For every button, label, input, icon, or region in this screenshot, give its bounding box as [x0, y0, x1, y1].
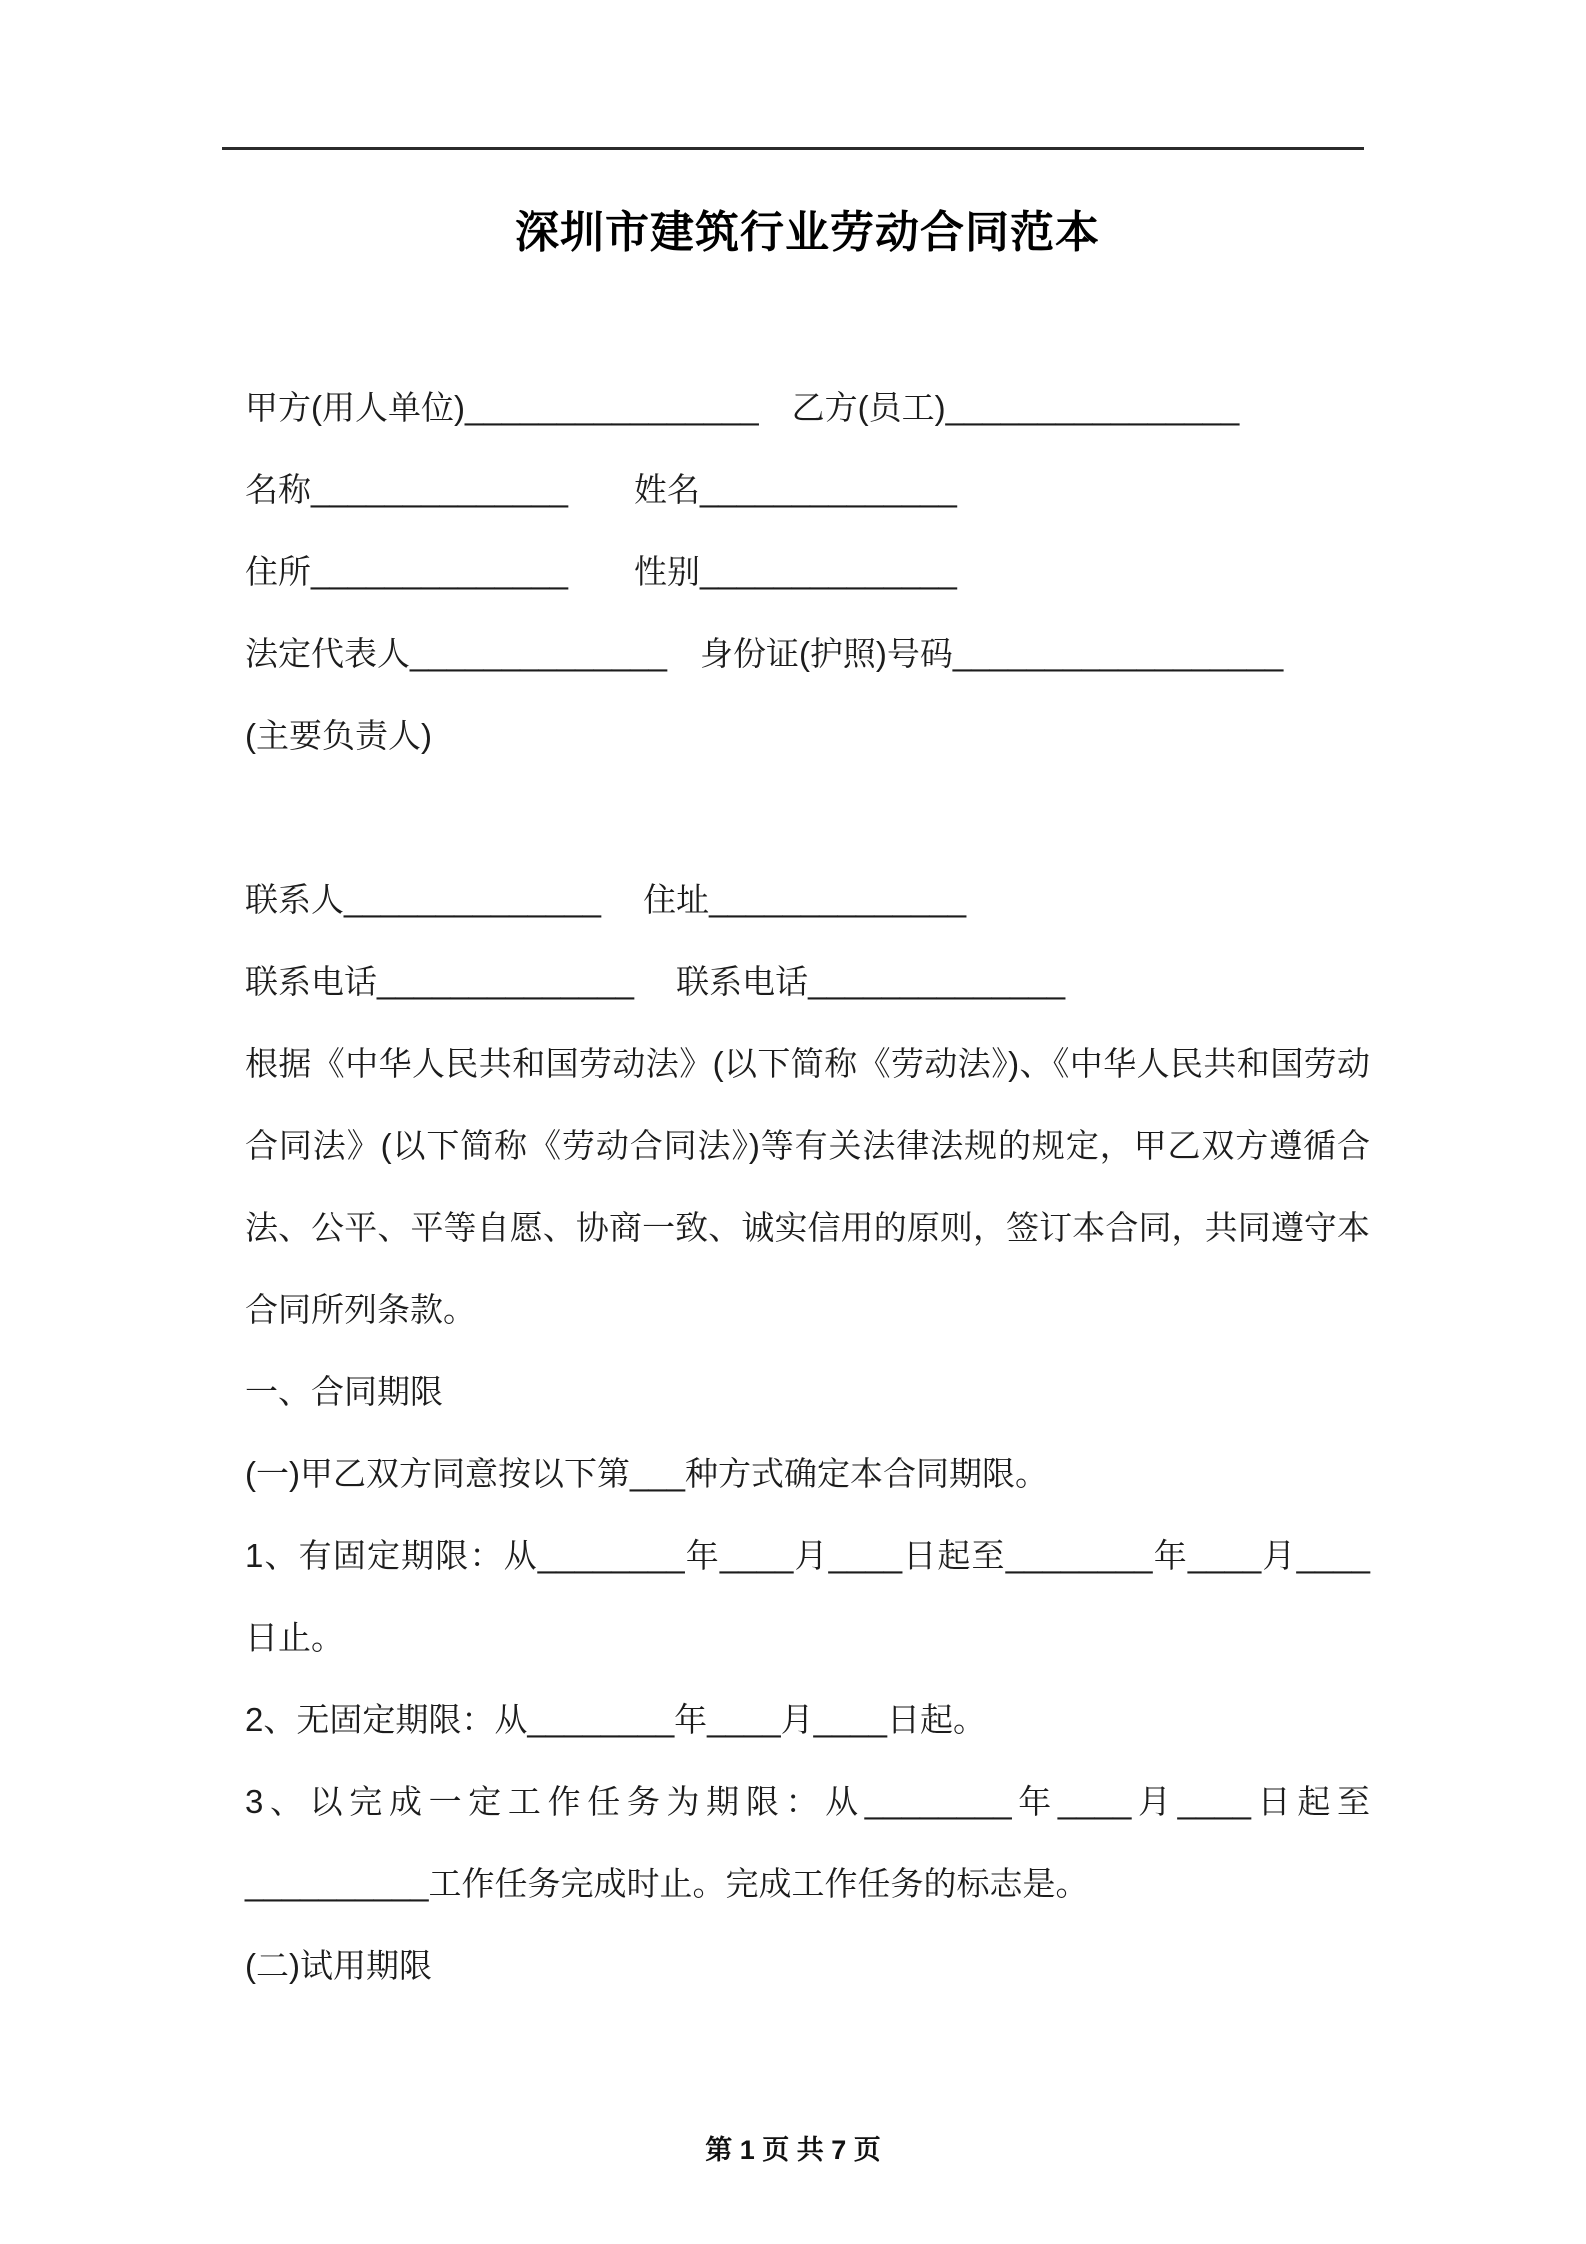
paragraph-fixed-term: 1、有固定期限：从________年____月____日起至________年____月____日止。	[245, 1537, 1370, 1656]
document-title: 深圳市建筑行业劳动合同范本	[515, 208, 1100, 257]
document-content	[245, 147, 1370, 2007]
form-line-parties: 甲方(用人单位)________________ 乙方(员工)________________	[245, 389, 1240, 426]
form-line-principal: (主要负责人)	[245, 717, 432, 754]
heading-contract-term: 一、合同期限	[245, 1373, 443, 1410]
paragraph-open-term: 2、无固定期限：从________年____月____日起。	[245, 1701, 987, 1738]
page-footer: 第 1 页 共 7 页	[705, 2135, 881, 2165]
form-line-address-gender: 住所______________ 性别______________	[245, 553, 957, 590]
form-line-contact-address: 联系人______________ 住址______________	[245, 881, 967, 918]
form-section	[245, 367, 1370, 1023]
paragraph-legal-basis: 根据《中华人民共和国劳动法》(以下简称《劳动法》)、《中华人民共和国劳动合同法》(以下简称《劳动合同法》)等有关法律法规的规定，甲乙双方遵循合法、公平、平等自愿、协商一致、诚实信用的原则，签订本合同，共同遵守本合同所列条款。	[245, 1045, 1370, 1328]
paragraph-task-term: 3、以完成一定工作任务为期限：从________年____月____日起至__________工作任务完成时止。完成工作任务的标志是。	[245, 1783, 1370, 1902]
form-line-legal-rep-id: 法定代表人______________ 身份证(护照)号码__________________	[245, 635, 1284, 672]
body-section	[245, 1023, 1370, 2007]
blank-line	[245, 777, 1370, 859]
form-line-phones: 联系电话______________ 联系电话______________	[245, 963, 1066, 1000]
heading-probation-term: (二)试用期限	[245, 1947, 432, 1984]
form-line-name: 名称______________ 姓名______________	[245, 471, 957, 508]
paragraph-term-selection: (一)甲乙双方同意按以下第___种方式确定本合同期限。	[245, 1455, 1049, 1492]
